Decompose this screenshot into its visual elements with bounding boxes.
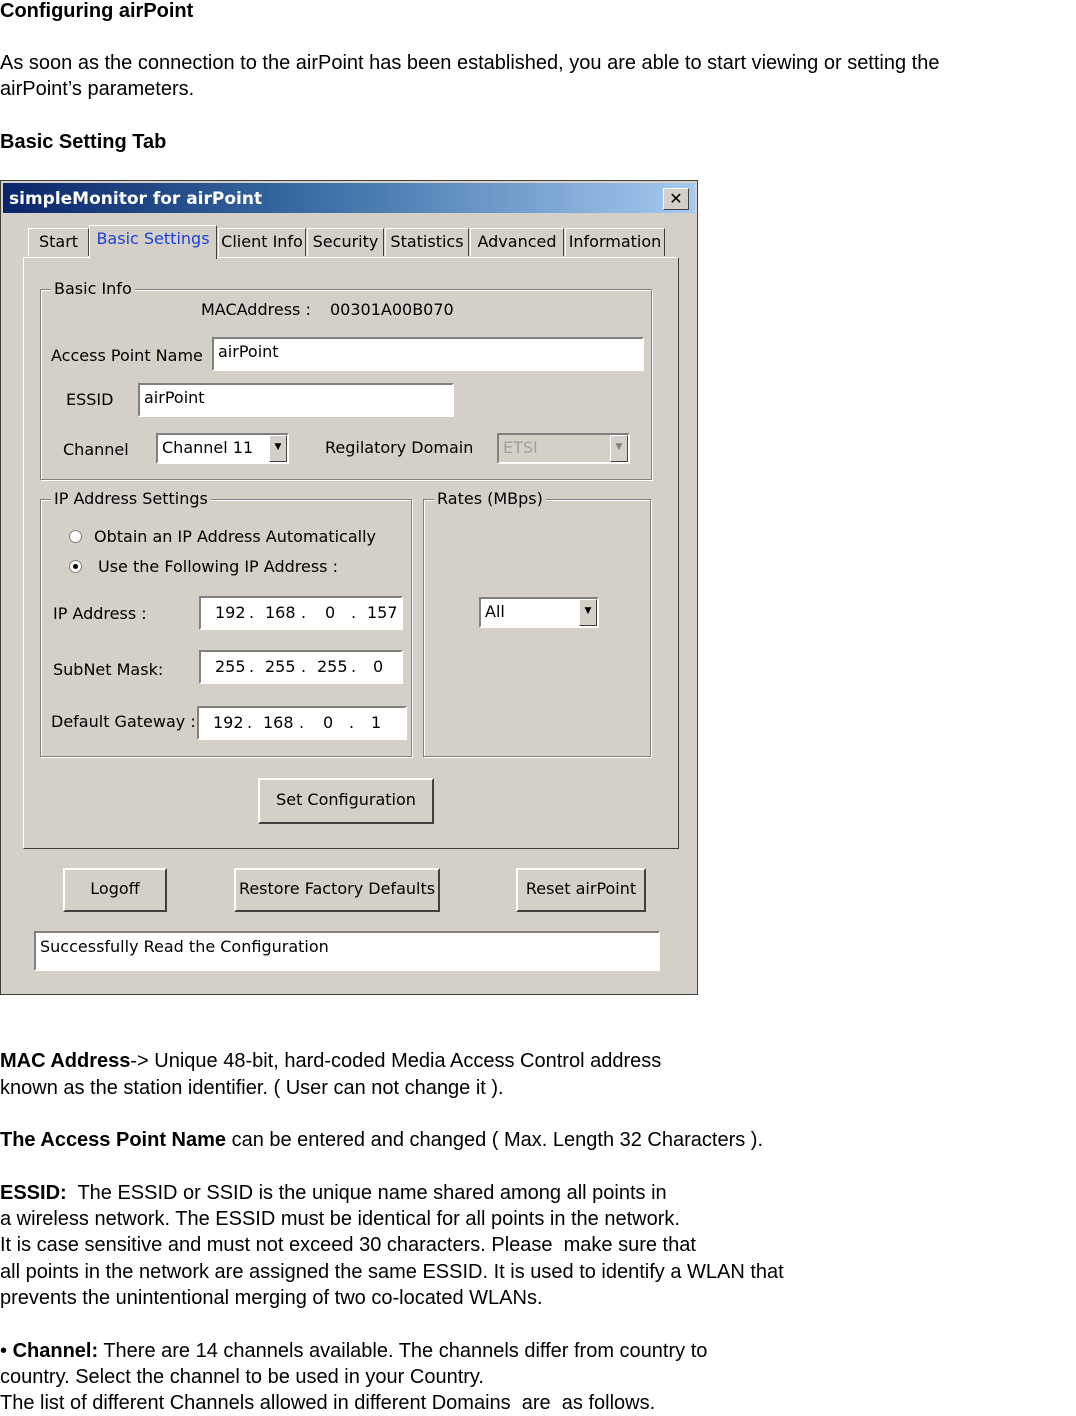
ip-settings-legend: IP Address Settings <box>51 489 211 508</box>
channel-text: There are 14 channels available. The channels differ from country to <box>98 1340 708 1362</box>
app-window <box>0 180 698 995</box>
tab-start[interactable]: Start <box>28 228 89 256</box>
mac-label: MACAddress : <box>201 300 311 319</box>
domain-select <box>497 433 630 464</box>
ap-name-label: Access Point Name <box>51 346 203 365</box>
mac-value: 00301A00B070 <box>330 300 454 319</box>
rates-value: All <box>485 602 505 621</box>
rates-group <box>423 489 651 757</box>
channel-select[interactable] <box>156 433 289 464</box>
ip-address-input[interactable]: 192 . 168 . 0 . 157 <box>199 596 403 630</box>
mac-term: MAC Address <box>0 1050 131 1072</box>
essid-paragraph-line-2: a wireless network. The ESSID must be identical for all points in the network. <box>0 1208 680 1230</box>
channel-paragraph-line-2: country. Select the channel to be used in your Country. <box>0 1366 484 1388</box>
ap-name-input[interactable]: airPoint <box>212 337 644 371</box>
mac-paragraph-line-2: known as the station identifier. ( User can not change it ). <box>0 1077 504 1099</box>
chevron-down-icon[interactable]: ▼ <box>269 435 287 462</box>
mac-paragraph-line-1 <box>0 1048 661 1074</box>
ip-settings-group <box>40 489 412 757</box>
essid-input[interactable]: airPoint <box>138 383 454 417</box>
chevron-down-icon: ▼ <box>610 435 628 462</box>
essid-text: The ESSID or SSID is the unique name shared among all points in <box>66 1182 667 1204</box>
essid-label: ESSID <box>66 390 114 409</box>
intro-line-2: airPoint’s parameters. <box>0 78 195 100</box>
rates-legend: Rates (MBps) <box>434 489 546 508</box>
channel-paragraph-line-3: The list of different Channels allowed in different Domains are as follows. <box>0 1392 656 1414</box>
window-title: simpleMonitor for airPoint <box>9 189 263 209</box>
ip-address-label: IP Address : <box>53 604 147 623</box>
logoff-button[interactable]: Logoff <box>63 868 167 912</box>
restore-defaults-button[interactable]: Restore Factory Defaults <box>234 868 440 912</box>
tab-security[interactable]: Security <box>307 228 384 256</box>
apname-term: The Access Point Name <box>0 1129 227 1151</box>
gateway-label: Default Gateway : <box>51 712 196 731</box>
basic-info-group <box>40 279 652 480</box>
essid-term: ESSID: <box>0 1182 67 1204</box>
close-icon[interactable]: ✕ <box>663 188 689 210</box>
chevron-down-icon[interactable]: ▼ <box>579 599 597 626</box>
channel-term: Channel: <box>12 1340 99 1362</box>
channel-value: Channel 11 <box>162 438 254 457</box>
intro-line-1: As soon as the connection to the airPoint has been established, you are able to start viewing or setting the <box>0 52 940 74</box>
tab-panel <box>23 257 679 849</box>
mac-text: -> Unique 48-bit, hard-coded Media Access Control address <box>130 1050 662 1072</box>
page-title: Configuring airPoint <box>0 0 194 22</box>
tab-advanced[interactable]: Advanced <box>470 228 564 256</box>
essid-paragraph-line-1 <box>0 1180 667 1206</box>
radio-auto-label: Obtain an IP Address Automatically <box>94 527 377 546</box>
subnet-mask-input[interactable]: 255 . 255 . 255 . 0 <box>199 650 403 684</box>
essid-paragraph-line-5: prevents the unintentional merging of two co-located WLANs. <box>0 1287 543 1309</box>
gateway-input[interactable]: 192 . 168 . 0 . 1 <box>197 706 407 740</box>
subnet-mask-label: SubNet Mask: <box>53 660 164 679</box>
tab-information[interactable]: Information <box>565 228 665 256</box>
bullet: • <box>0 1340 13 1362</box>
radio-manual-label: Use the Following IP Address : <box>98 557 338 576</box>
apname-text: can be entered and changed ( Max. Length 32 Characters ). <box>226 1129 764 1151</box>
tab-statistics[interactable]: Statistics <box>385 228 469 256</box>
radio-auto-ip[interactable] <box>69 530 82 543</box>
essid-paragraph-line-3: It is case sensitive and must not exceed 30 characters. Please make sure that <box>0 1234 696 1256</box>
tab-client-info[interactable]: Client Info <box>218 228 306 256</box>
set-configuration-button[interactable]: Set Configuration <box>258 778 434 824</box>
channel-paragraph-line-1 <box>0 1338 707 1364</box>
title-bar <box>3 183 695 213</box>
status-field: Successfully Read the Configuration <box>34 931 660 971</box>
radio-manual-ip[interactable] <box>69 560 82 573</box>
essid-paragraph-line-4: all points in the network are assigned the same ESSID. It is used to identify a WLAN that <box>0 1261 784 1283</box>
channel-label: Channel <box>63 440 129 459</box>
rates-select[interactable] <box>479 597 599 628</box>
basic-info-legend: Basic Info <box>51 279 135 298</box>
apname-paragraph <box>0 1127 763 1153</box>
tab-basic-settings[interactable]: Basic Settings <box>89 225 217 259</box>
domain-label: Regilatory Domain <box>325 438 474 457</box>
section-heading: Basic Setting Tab <box>0 131 167 153</box>
reset-airpoint-button[interactable]: Reset airPoint <box>516 868 646 912</box>
domain-value: ETSI <box>503 438 538 457</box>
